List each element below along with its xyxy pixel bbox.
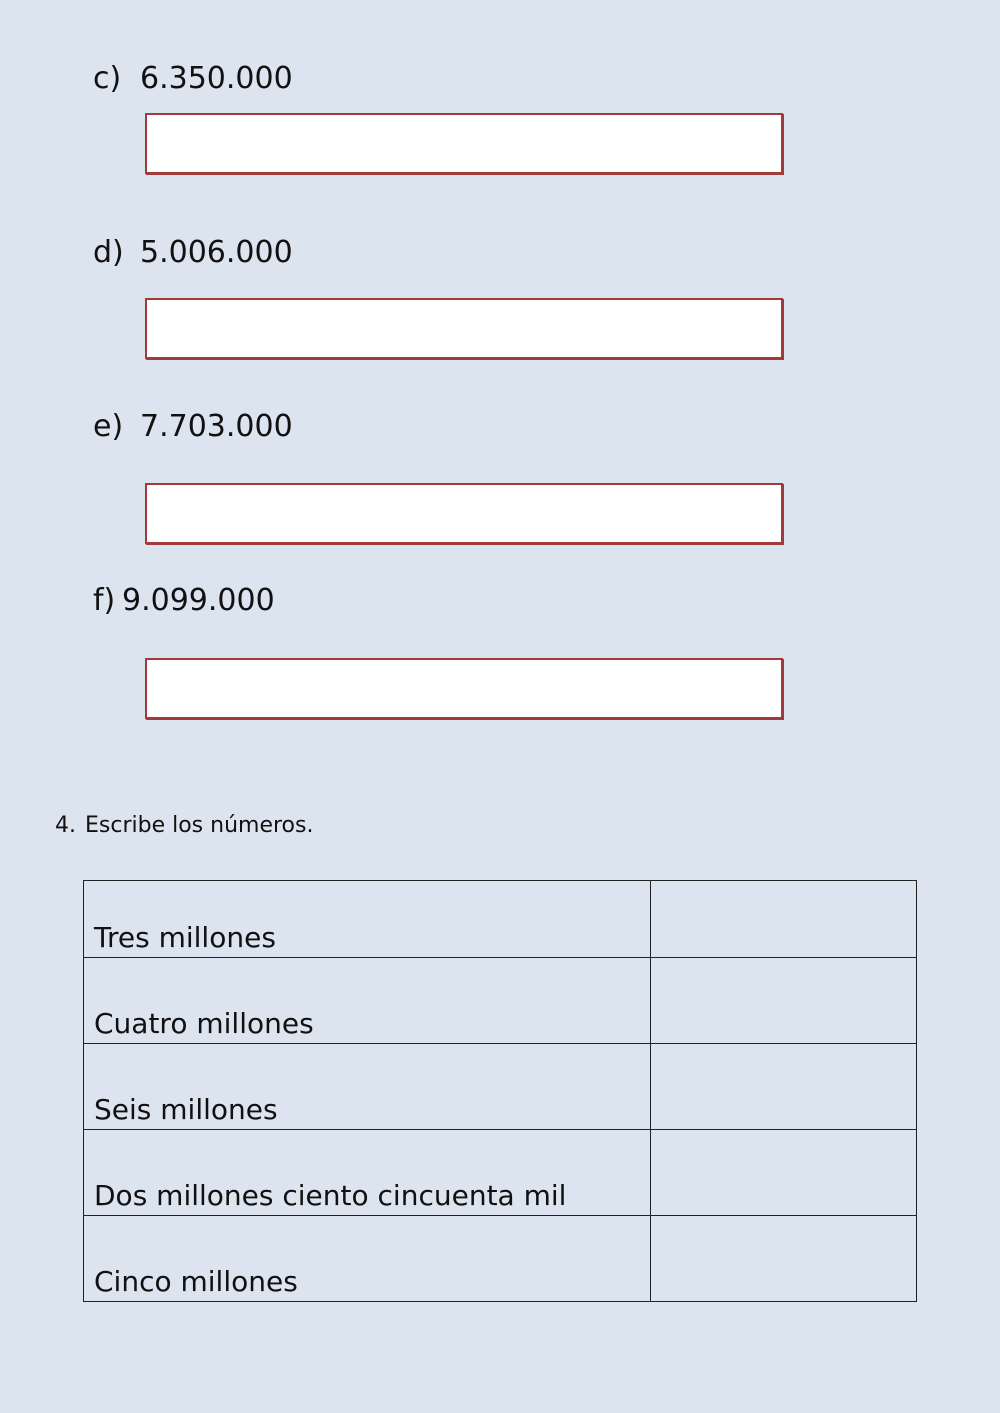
answer-box-c[interactable]: [145, 113, 783, 174]
table-row: [84, 958, 917, 1044]
section-number: 4.: [55, 813, 76, 838]
item-f-label: [93, 583, 275, 619]
answer-box-e[interactable]: [145, 483, 783, 544]
answer-box-f[interactable]: [145, 658, 783, 719]
table-row: [84, 881, 917, 958]
table-row: [84, 1130, 917, 1216]
section-4-title: [55, 811, 313, 841]
number-words-cell: Cuatro millones: [84, 958, 651, 1044]
item-c-label: [93, 61, 293, 97]
answer-cell[interactable]: [651, 1216, 917, 1302]
item-e-label: [93, 409, 293, 445]
item-number: 5.006.000: [140, 235, 293, 270]
table-row: [84, 1216, 917, 1302]
item-letter: d): [93, 235, 124, 270]
answer-box-d[interactable]: [145, 298, 783, 359]
numbers-table: [83, 880, 917, 1302]
number-words-cell: Tres millones: [84, 881, 651, 958]
answer-cell[interactable]: [651, 958, 917, 1044]
number-words-cell: Seis millones: [84, 1044, 651, 1130]
item-letter: e): [93, 409, 124, 444]
number-words-cell: Dos millones ciento cincuenta mil: [84, 1130, 651, 1216]
number-words-cell: Cinco millones: [84, 1216, 651, 1302]
section-instruction: Escribe los números.: [85, 813, 314, 838]
table-row: [84, 1044, 917, 1130]
item-number: 6.350.000: [140, 61, 293, 96]
answer-cell[interactable]: [651, 881, 917, 958]
answer-cell[interactable]: [651, 1130, 917, 1216]
item-letter: c): [93, 61, 122, 96]
item-letter: f): [93, 583, 116, 618]
item-number: 7.703.000: [140, 409, 293, 444]
item-d-label: [93, 235, 293, 271]
answer-cell[interactable]: [651, 1044, 917, 1130]
item-number: 9.099.000: [122, 583, 275, 618]
